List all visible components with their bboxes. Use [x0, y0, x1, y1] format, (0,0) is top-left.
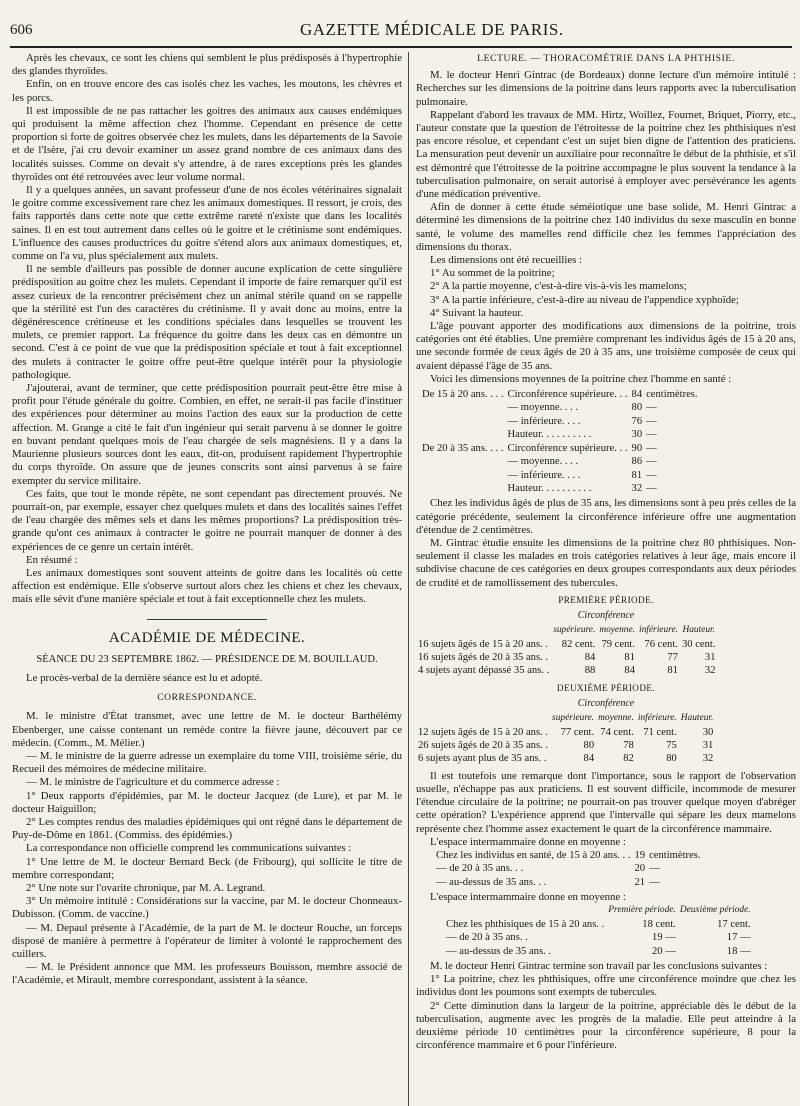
value-cell: 32	[704, 665, 716, 677]
label-cell: Circonférence supérieure. . .	[507, 389, 628, 401]
value-cell: 82	[623, 753, 634, 765]
table-row	[444, 931, 753, 944]
espace-intro: L'espace intermammaire donne en moyenne :	[430, 891, 626, 904]
dims-item: 3° A la partie inférieure, c'est-à-dire au niveau de l'appendice xyphoïde;	[430, 293, 739, 306]
label-cell: 12 sujets âgés de 15 à 20 ans. .	[418, 726, 549, 738]
table-row	[420, 442, 700, 455]
value-cell: 20	[634, 863, 646, 875]
unit-cell: —	[646, 429, 657, 441]
page-number: 606	[10, 22, 33, 38]
table-row	[420, 388, 700, 401]
value-cell: 21	[634, 876, 646, 888]
age-cell: De 15 à 20 ans. . . .	[422, 389, 504, 401]
value-cell: 86	[631, 456, 643, 468]
premiere-periode-title: PREMIÈRE PÉRIODE.	[558, 594, 654, 605]
corr-item: — M. le Président annonce que MM. les professeurs Bouisson, membre associé de l'Académie, et Mirault, membre correspondant, assistent à la séance.	[12, 961, 402, 987]
value-cell: 88	[584, 665, 596, 677]
corr-item: M. le ministre d'État transmet, avec une lettre de M. le docteur Barthélémy Ebenberger, une caisse contenant un remède contre la fièvre jaune, découvert par ce médecin. (Comm., M. Mélier.)	[12, 710, 402, 749]
value-cell: 80	[583, 740, 595, 751]
value-cell: 84	[631, 389, 643, 401]
corr-item: 3° Un mémoire intitulé : Considérations sur la vaccine, par M. le docteur Chonneaux-Dubisson. (Comm. de vaccine.)	[12, 895, 402, 921]
unit-cell: —	[646, 442, 657, 454]
unit-cell: centimètres.	[649, 850, 701, 862]
label-cell: 6 sujets ayant plus de 35 ans. .	[418, 753, 547, 765]
left-column	[12, 52, 402, 988]
value-cell: 84	[624, 665, 635, 677]
column-header: Hauteur.	[682, 625, 715, 636]
label-cell: — moyenne. . . .	[507, 456, 579, 468]
corr-item: 2° Les comptes rendus des maladies épidémiques qui ont régné dans le département de Puy-de-Dôme en 1861. (Commiss. des épidémies.)	[12, 815, 402, 842]
age-cell	[420, 482, 506, 495]
premiere-periode-table	[416, 624, 718, 678]
journal-title: GAZETTE MÉDICALE DE PARIS.	[300, 20, 564, 39]
value-cell: 18 —	[726, 945, 751, 957]
resume-heading: En résumé :	[26, 553, 78, 566]
unit-cell: —	[646, 482, 657, 494]
table-row	[416, 651, 718, 664]
paragraph: Après les chevaux, ce sont les chiens qui semblent le plus prédisposés à l'hypertrophie des glandes thyroïdes.	[12, 52, 402, 78]
age-cell	[420, 455, 506, 468]
value-cell: 84	[584, 651, 596, 663]
value-cell: 19 —	[651, 932, 676, 944]
label-cell: — au-dessus de 35 ans. . .	[436, 876, 547, 888]
column-header: inférieure.	[638, 625, 678, 636]
label-cell: 26 sujets âgés de 20 à 35 ans. .	[418, 740, 549, 751]
value-cell: 76 cent.	[644, 638, 678, 650]
value-cell: 19	[634, 850, 646, 862]
table-row	[434, 862, 703, 875]
page-header	[0, 0, 800, 46]
section-divider	[147, 619, 267, 620]
corr-item: — M. le ministre de l'agriculture et du commerce adresse :	[26, 776, 280, 789]
corr-item: 1° Deux rapports d'épidémies, par M. le docteur Jacquez (de Lure), et par M. le docteur Haiguillon;	[12, 789, 402, 815]
value-cell: 31	[704, 651, 716, 663]
label-cell: 16 sujets âgés de 15 à 20 ans. .	[418, 638, 549, 650]
unit-cell: —	[649, 876, 660, 888]
dims-item: 4° Suivant la hauteur.	[430, 306, 524, 319]
paragraph: Il y a quelques années, un savant professeur d'une de nos écoles vétérinaires signalait le goitre comme excessivement rare chez les animaux domestiques. Il ressort, je crois, des faits rapportés dans cette note que cette extrême rareté n'existe que dans les localités saines. Il en est tout autrement dans celles où le goitre et le crétinisme sont endémiques. L'influence des causes productrices du goitre s'étend alors aux animaux domestiques, et, comme on l'a vu, plus spécialement aux mulets.	[12, 184, 402, 263]
value-cell: 17 —	[726, 932, 751, 944]
value-cell: 20 —	[651, 945, 676, 957]
value-cell: 32	[702, 753, 714, 765]
value-cell: 30	[631, 429, 643, 441]
lecture-title: LECTURE. — THORACOMÉTRIE DANS LA PHTHISIE.	[477, 53, 735, 64]
blank-cell	[416, 712, 550, 725]
table-row	[416, 638, 718, 651]
table-row	[416, 739, 715, 752]
conclusions-intro: M. le docteur Henri Gintrac termine son travail par les conclusions suivantes :	[430, 960, 768, 973]
column-divider	[408, 52, 409, 1106]
paragraph: L'âge pouvant apporter des modifications aux dimensions de la poitrine, trois catégories ont été établies. Une première comprenant les individus âgés de 15 à 20 ans, une seconde formée de ceux âgés de 20 à 35 ans, une troisième composée de ceux qui avaient dépassé l'âge de 35 ans.	[416, 320, 796, 372]
column-header: Deuxième période.	[679, 905, 751, 916]
espace-phthisie-table	[444, 904, 753, 958]
dims-item: 1° Au sommet de la poitrine;	[430, 267, 555, 280]
label-cell: — moyenne. . . .	[507, 402, 579, 414]
age-cell	[420, 415, 506, 428]
sante-table	[420, 388, 700, 495]
blank-cell	[444, 904, 606, 917]
table-row	[416, 726, 715, 739]
table-row	[416, 664, 718, 677]
value-cell: 74 cent.	[600, 726, 634, 738]
value-cell: 77	[667, 651, 678, 663]
paragraph: Il ne semble d'ailleurs pas possible de donner aucune explication de cette singulière prédisposition au goitre chez les mulets. Cependant il importe de faire remarquer qu'il est assez curieux de la rencontrer précisément chez un animal stérile quand on se rappelle que la stérilité est l'un des caractères du crétinisme. Il y avait donc au moins, entre la dégénérescence crétineuse et les conditions spéciales dans lesquelles se trouvent les mulets, ce premier rapport. La fréquence du goitre dans les deux cas en démontre un second. C'est à ce point de vue que la prédisposition spéciale et tout à fait exceptionnel des mulets à contracter le goitre offre peut-être quelque intérêt pour la physiologie pathologique.	[12, 263, 402, 381]
paragraph: Voici les dimensions moyennes de la poitrine chez l'homme en santé :	[430, 372, 732, 385]
column-header: Première période.	[608, 905, 676, 916]
column-header: supérieure.	[552, 713, 595, 724]
table-row	[434, 876, 703, 889]
value-cell: 17 cent.	[717, 918, 751, 930]
table-row	[420, 428, 700, 441]
right-column	[416, 52, 796, 1053]
label-cell: — inférieure. . . .	[507, 469, 581, 481]
value-cell: 81	[631, 469, 643, 481]
paragraph: M. le docteur Henri Gintrac (de Bordeaux) donne lecture d'un mémoire intitulé : Recherches sur les dimensions de la poitrine dans leurs rapports avec la tuberculisation pulmonaire.	[416, 69, 796, 108]
paragraph: Rappelant d'abord les travaux de MM. Hirtz, Woillez, Fournet, Briquet, Piorry, etc., l'auteur constate que la question de l'étroitesse de la poitrine chez les phthisiques n'est pas encore résolue, et cependant c'est un sujet bien digne de l'attention des praticiens. La mensuration peut devenir un auxiliaire pour reconnaître le début de la phthisie, et s'il est démontré que l'étroitesse de la poitrine accompagne le plus souvent la tendance à la tuberculisation pulmonaire, on serait autorisé à employer avec persévérance les agents d'une médication préventive.	[416, 108, 797, 201]
label-cell: — inférieure. . . .	[507, 415, 581, 427]
academie-title: ACADÉMIE DE MÉDECINE.	[108, 629, 306, 646]
table-row	[420, 401, 700, 414]
value-cell: 82 cent.	[561, 638, 596, 650]
label-cell: Hauteur. . . . . . . . . .	[507, 429, 592, 441]
label-cell: 4 sujets ayant dépassé 35 ans. .	[418, 665, 550, 677]
value-cell: 79 cent.	[601, 638, 635, 650]
value-cell: 31	[702, 740, 714, 751]
value-cell: 81	[624, 651, 635, 663]
corr-item: — M. Depaul présente à l'Académie, de la part de M. le docteur Rouche, un forceps disposé de manière à permettre à l'opérateur de limiter à volonté le rapprochement des cuillers.	[12, 921, 402, 960]
resume-text: Les animaux domestiques sont souvent atteints de goitre dans les localités où cette affection est endémique. Elle s'observe surtout alors chez les chiens et chez les chevaux, mais elle sévit d'une manière spéciale et tout à fait exceptionnelle chez les mulets.	[12, 566, 402, 606]
label-cell: Hauteur. . . . . . . . . .	[507, 482, 592, 494]
value-cell: 30 cent.	[681, 638, 716, 650]
value-cell: 80	[631, 402, 643, 414]
value-cell: 76	[631, 415, 643, 427]
paragraph: M. Gintrac étudie ensuite les dimensions de la poitrine chez 80 phthisiques. Non-seulement il classe les malades en trois catégories relatives à leur âge, mais encore il subdivise chacune de ces catégories en deux groupes correspondants aux deux périodes de crudité et de ramollissement des tubercules.	[416, 536, 796, 589]
table-row	[420, 469, 700, 482]
deuxieme-periode-table	[416, 712, 715, 766]
value-cell: 32	[631, 482, 643, 494]
label-cell: Chez les phthisiques de 15 à 20 ans. .	[446, 918, 605, 930]
deuxieme-periode-title: DEUXIÈME PÉRIODE.	[556, 682, 656, 693]
value-cell: 80	[666, 753, 677, 765]
blank-cell	[416, 624, 551, 637]
table-row	[444, 945, 753, 958]
paragraph: Afin de donner à cette étude séméiotique une base solide, M. Henri Gintrac a déterminé les dimensions de la poitrine chez 140 individus du sexe masculin en bonne santé, le volume des mamelles rend difficile chez les femmes l'appréciation des dimensions du thorax.	[416, 201, 796, 253]
conclusion-item: 1° La poitrine, chez les phthisiques, offre une circonférence moindre que chez les individus dont les poumons sont exempts de tubercules.	[416, 973, 796, 999]
paragraph: Il est impossible de ne pas rattacher les goitres des animaux aux causes endémiques qui produisent la même affection chez l'homme. Cependant en présence de cette proportion si forte de goitres observée chez les mulets, dans les départements de la Savoie et de l'Isère, j'ai cru devoir examiner un assez grand nombre de ces animaux dans des localités suisses. Comme on devait s'y attendre, à de rares exceptions près les glandes thyroïdes ont été retrouvées avec leur volume normal.	[12, 104, 402, 183]
corr-item: — M. le ministre de la guerre adresse un exemplaire du tome VIII, troisième série, du Recueil des mémoires de médecine militaire.	[12, 749, 402, 776]
unit-cell: —	[646, 456, 657, 468]
espace-sante-table	[434, 849, 703, 889]
column-header: moyenne.	[599, 625, 635, 636]
column-header: inférieure.	[637, 713, 677, 724]
table-header-row	[444, 904, 753, 917]
label-cell: 16 sujets âgés de 20 à 35 ans. .	[418, 651, 549, 663]
value-cell: 78	[623, 740, 634, 751]
correspondance-heading: CORRESPONDANCE.	[157, 692, 257, 704]
seance-line: SÉANCE DU 23 SEPTEMBRE 1862. — PRÉSIDENCE DE M. BOUILLAUD.	[36, 653, 378, 665]
table-row	[420, 415, 700, 428]
corr-item: La correspondance non officielle comprend les communications suivantes :	[26, 842, 352, 855]
value-cell: 71 cent.	[643, 726, 677, 738]
dims-intro: Les dimensions ont été recueillies :	[430, 254, 583, 267]
value-cell: 75	[666, 740, 677, 751]
corr-item: 2° Une note sur l'ovarite chronique, par M. A. Legrand.	[26, 881, 266, 894]
value-cell: 81	[667, 665, 678, 677]
value-cell: 77 cent.	[560, 726, 595, 738]
label-cell: Chez les individus en santé, de 15 à 20 ans. . .	[436, 850, 631, 862]
dims-item: 2° A la partie moyenne, c'est-à-dire vis-à-vis les mamelons;	[430, 280, 687, 293]
label-cell: — de 20 à 35 ans. . .	[436, 863, 524, 875]
unit-cell: —	[649, 863, 660, 875]
paragraph: Chez les individus âgés de plus de 35 ans, les dimensions sont à peu près celles de la catégorie précédente, seulement la circonférence inférieure offre une augmentation d'étendue de 2 centimètres.	[416, 497, 796, 536]
table-row	[434, 849, 703, 862]
column-header: moyenne.	[598, 713, 634, 724]
table-header-row	[416, 712, 715, 725]
unit-cell: —	[646, 469, 657, 481]
age-cell	[420, 469, 506, 482]
table-header-row	[416, 624, 718, 637]
table-row	[420, 482, 700, 495]
unit-cell: —	[646, 415, 657, 427]
value-cell: 84	[583, 753, 595, 765]
label-cell: — de 20 à 35 ans. .	[446, 932, 528, 944]
paragraph: J'ajouterai, avant de terminer, que cette prédisposition pourrait peut-être être mise à profit pour l'étude générale du goitre. Combien, en effet, ne serait-il pas facile d'instituer des expériences pour déterminer au moins l'action des eaux sur la production de cette affection. M. Grange a cité le fait d'un ingénieur qui serait parvenu à se donner le goitre en buvant pendant quelques mois de l'eau chargée de sels magnésiens. Il y a dans la Maurienne plusieurs sources dont les eaux, dit-on, produisent rapidement l'hypertrophie du corps thyroïde. On assure que de jeunes conscrits sont ainsi parvenus à se faire exempter du service militaire.	[12, 382, 402, 487]
column-header: supérieure.	[553, 625, 596, 636]
column-header: Hauteur.	[680, 713, 714, 724]
header-rule	[10, 46, 792, 48]
value-cell: 18 cent.	[642, 918, 676, 930]
espace-intro: L'espace intermammaire donne en moyenne :	[430, 835, 626, 848]
unit-cell: —	[646, 402, 657, 414]
label-cell: Circonférence supérieure. . .	[507, 442, 628, 454]
table-row	[444, 918, 753, 931]
premiere-circ-label: Circonférence	[577, 609, 635, 621]
corr-item: 1° Une lettre de M. le docteur Bernard Beck (de Fribourg), qui sollicite le titre de membre correspondant;	[12, 855, 402, 881]
table-row	[416, 752, 715, 765]
value-cell: 90	[631, 442, 643, 454]
deuxieme-circ-label: Circonférence	[577, 697, 635, 709]
conclusion-item: 2° Cette diminution dans la largeur de la poitrine, appréciable dès le début de la tuberculisation, augmente avec les progrès de la maladie. Elle peut atteindre à la deuxième période 10 centimètres pour la circonférence supérieure, 8 pour la circonférence mammaire et 6 pour l'inférieure.	[416, 999, 796, 1052]
age-cell	[420, 401, 506, 414]
paragraph: Enfin, on en trouve encore des cas isolés chez les vaches, les moutons, les chèvres et les porcs.	[12, 78, 402, 104]
value-cell: 30	[702, 726, 714, 738]
proces-verbal: Le procès-verbal de la dernière séance est lu et adopté.	[26, 671, 263, 684]
paragraph: Ces faits, que tout le monde répète, ne sont cependant pas directement prouvés. Ne pourrait-on, par exemple, essayer chez quelques mulets et dans des localités saines l'effet de l'eau chargée des mêmes sels et dans les mêmes proportions? La prédisposition très-grande qu'ont ces animaux à contracter le goitre ne pourrait manquer de donner à des expériences de ce genre un certain intérêt.	[12, 487, 402, 553]
unit-cell: centimètres.	[646, 389, 698, 401]
age-cell	[420, 428, 506, 441]
age-cell: De 20 à 35 ans. . . .	[422, 442, 504, 454]
label-cell: — au-dessus de 35 ans. .	[446, 945, 552, 957]
paragraph: Il est toutefois une remarque dont l'importance, sous le rapport de l'observation usuelle, n'échappe pas aux praticiens. Il est souvent difficile, incommode de mesurer l'étendue circulaire de la poitrine; ne pourrait-on pas trouver quelque moyen d'abréger cette opération? L'expérience apprend que l'intervalle qui sépare les deux mamelons représente chez l'homme assez exactement le quart de la circonférence mammaire.	[416, 769, 796, 835]
table-row	[420, 455, 700, 468]
